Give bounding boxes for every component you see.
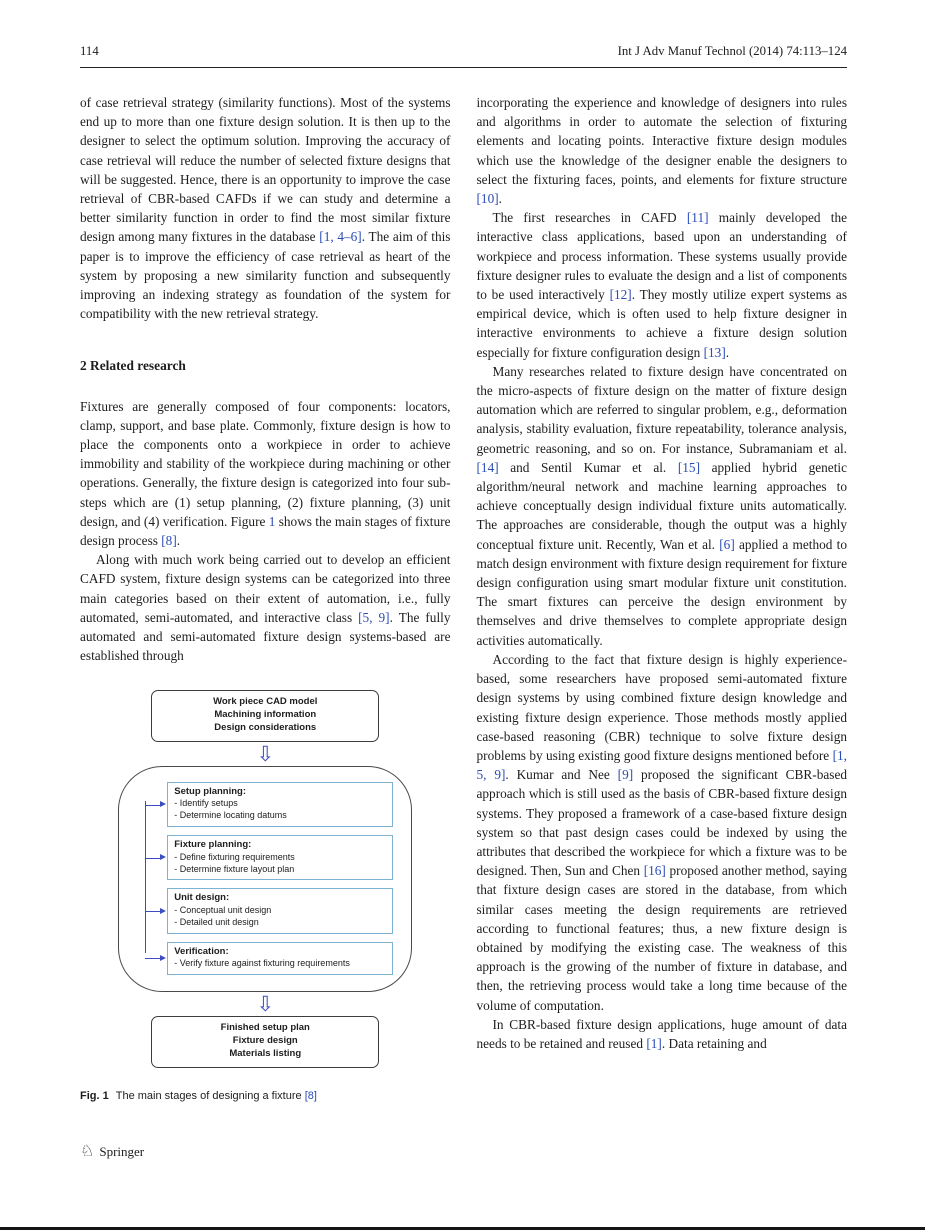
- figure-process-container: [118, 766, 412, 992]
- citation-link[interactable]: [6]: [719, 536, 735, 552]
- step-item: - Verify fixture against fixturing requirements: [174, 958, 350, 969]
- paragraph-cbr-data: In CBR-based fixture design applications, huge amount of data needs to be retained and reused [1]. Data retaining and: [476, 1016, 847, 1051]
- figure-input-line: Machining information: [214, 709, 317, 721]
- paragraph-many-researches: Many researches related to fixture design have concentrated on the micro-aspects of fixture design on the matter of fixture design automation which are referred to singular problem, e.g., deformation analysis, stability evaluation, fixture repeatability, tolerance analysis, geometric reasoning, and so on. For instance, Subramaniam et al. [14] and Sentil Kumar et al. [15] applied hybrid genetic algorithm/neural network and machine learning approaches to achieve conceptually design individual fixture units automatically. The approaches are considerable, though the output was a highly conceptual fixture unit. Recently, Wan et al. [6] applied a method to match design environment with fixture design requirement for fixture design configuration using smart modular fixture unit constitution. The smart fixtures can perceive the design environment by themselves and drive themselves to complete appropriate design activities automatically.: [476, 363, 847, 648]
- step-title: Unit design:: [174, 892, 230, 904]
- step-box-verification: [167, 942, 393, 975]
- down-block-arrow-icon: ⇩: [256, 742, 275, 766]
- page-number: 114: [80, 44, 99, 58]
- citation-link[interactable]: [16]: [643, 863, 666, 879]
- step-box-setup-planning: [167, 782, 393, 827]
- step-item: - Detailed unit design: [174, 916, 259, 927]
- figure-1: [80, 690, 451, 1103]
- left-column: [80, 93, 451, 1103]
- citation-link[interactable]: [1]: [646, 1035, 662, 1051]
- step-box-fixture-planning: [167, 835, 393, 880]
- paragraph-first-researches: The first researches in CAFD [11] mainly developed the interactive class applications, based upon an understanding of workpiece and process information. These systems usually provide fixture designer rules to evaluate the design and a list of components to be used interactively [12]. They mostly utilize expert systems as empirical device, which is often used to help fixture designer in interactive environments to achieve a fixture design solution especially for fixture configuration design [13].: [476, 210, 848, 360]
- two-column-body: [80, 93, 847, 1103]
- paragraph-according-to: According to the fact that fixture design is highly experience-based, some researchers have proposed semi-automated fixture design systems by using combined fixture design knowledge and existing fixture design experience. Those methods mostly applied case-based reasoning (CBR) technique to solve fixture design problems by using existing good fixture designs mentioned before [1, 5, 9]. Kumar and Nee [9] proposed the significant CBR-based approach which is still used as the basis of CBR-based fixture design systems. They proposed a framework of a case-based fixture design system so that past design cases could be indexed by using the attributes that described the workpiece for which a fixture was to be designed. Then, Sun and Chen [16] proposed another method, saying that fixture design cases are stored in the database, from which similar cases meeting the design requirements are retrieved according to functional features; thus, a new fixture design is obtained by modifying the existing case. The weakness of this approach is the growing of the number of fixture in database, and then, the retrieving process would take a long time because of the volume of computation.: [476, 651, 847, 1013]
- figure-input-box: [151, 690, 379, 741]
- paragraph-incorporating-continuation: incorporating the experience and knowledge of designers into rules and algorithms in order to automate the selection of fixturing elements and locating points. Interactive fixture design modules which use the knowledge of the designer enable the designers to select the fixturing faces, points, and elements for fixture structure [10].: [476, 95, 847, 207]
- citation-link[interactable]: [15]: [677, 459, 700, 475]
- step-row-setup-planning: [167, 782, 393, 827]
- citation-link[interactable]: [9]: [617, 767, 634, 783]
- right-column: [477, 93, 848, 1103]
- section-heading-related-research: 2 Related research: [80, 358, 186, 374]
- citation-link[interactable]: [10]: [476, 191, 499, 207]
- step-item: - Determine fixture layout plan: [174, 863, 295, 874]
- figure-caption-text: The main stages of designing a fixture [8]: [115, 1089, 317, 1102]
- down-block-arrow-icon: ⇩: [256, 993, 275, 1017]
- citation-link[interactable]: [5, 9]: [358, 609, 390, 625]
- figure-caption: [80, 1089, 451, 1104]
- step-item: - Conceptual unit design: [174, 905, 272, 916]
- publisher-footer: [80, 1144, 144, 1160]
- paragraph-fixtures: Fixtures are generally composed of four components: locators, clamp, support, and base plate. Commonly, fixture design is how to place the components onto a workpiece in order to achieve immobility and stability of the workpiece during machining or other operations. Generally, the fixture design is categorized into four sub-steps which are (1) setup planning, (2) fixture planning, (3) unit design, and (4) verification. Figure 1 shows the main stages of fixture design process [8].: [80, 398, 451, 549]
- figure-input-line: Work piece CAD model: [213, 696, 318, 708]
- citation-link[interactable]: [8]: [161, 533, 177, 549]
- connector-vertical-line: [145, 801, 146, 953]
- figure-output-line: Fixture design: [232, 1034, 298, 1046]
- step-row-verification: [167, 942, 393, 975]
- citation-link[interactable]: [11]: [686, 210, 709, 226]
- step-item: - Define fixturing requirements: [174, 851, 295, 862]
- step-row-unit-design: [167, 888, 393, 933]
- citation-link[interactable]: [1, 5, 9]: [476, 747, 847, 783]
- citation-link[interactable]: [13]: [703, 344, 726, 360]
- step-item: - Identify setups: [174, 798, 238, 809]
- citation-link[interactable]: [14]: [476, 459, 499, 475]
- step-item: - Determine locating datums: [174, 810, 287, 821]
- springer-logo-icon: ♘: [80, 1143, 95, 1160]
- figure-input-line: Design considerations: [214, 722, 317, 734]
- paragraph-along-with: Along with much work being carried out to develop an efficient CAFD system, fixture design systems can be categorized into three main categories based on their extent of automation, i.e., fully automated, semi-automated, and interactive class [5, 9]. The fully automated and semi-automated fixture design systems-based are established through: [80, 552, 451, 664]
- step-title: Setup planning:: [174, 785, 247, 797]
- figure-caption-label: Fig. 1: [80, 1089, 109, 1102]
- page-header: [80, 44, 847, 68]
- figure-output-line: Finished setup plan: [220, 1022, 310, 1034]
- figure-output-line: Materials listing: [229, 1047, 302, 1059]
- paragraph-intro-continuation: of case retrieval strategy (similarity functions). Most of the systems end up to more than one fixture design solution. It is then up to the designer to select the optimum solution. Improving the accuracy of case retrieval will reduce the number of selected fixture designs that will be suggested. Hence, there is an opportunity to improve the case retrieval of CBR-based CAFDs if we can study and determine a better similarity function in order to find the most similar fixture design among many fixtures in the database [1, 4–6]. The aim of this paper is to improve the efficiency of case retrieval as heart of the system by proposing a new similarity function and subsequently improving an indexing strategy as foundation of the system for compatibility with the new retrieval strategy.: [80, 95, 451, 322]
- figure-output-box: [151, 1016, 379, 1067]
- citation-link[interactable]: [8]: [304, 1089, 317, 1102]
- citation-link[interactable]: [12]: [609, 287, 632, 303]
- step-box-unit-design: [167, 888, 393, 933]
- citation-link[interactable]: [1, 4–6]: [319, 229, 362, 245]
- figure-link[interactable]: 1: [268, 513, 276, 529]
- step-title: Verification:: [174, 945, 229, 957]
- step-title: Fixture planning:: [174, 839, 252, 851]
- step-row-fixture-planning: [167, 835, 393, 880]
- publisher-name: Springer: [99, 1144, 145, 1159]
- journal-reference: Int J Adv Manuf Technol (2014) 74:113–124: [617, 44, 847, 58]
